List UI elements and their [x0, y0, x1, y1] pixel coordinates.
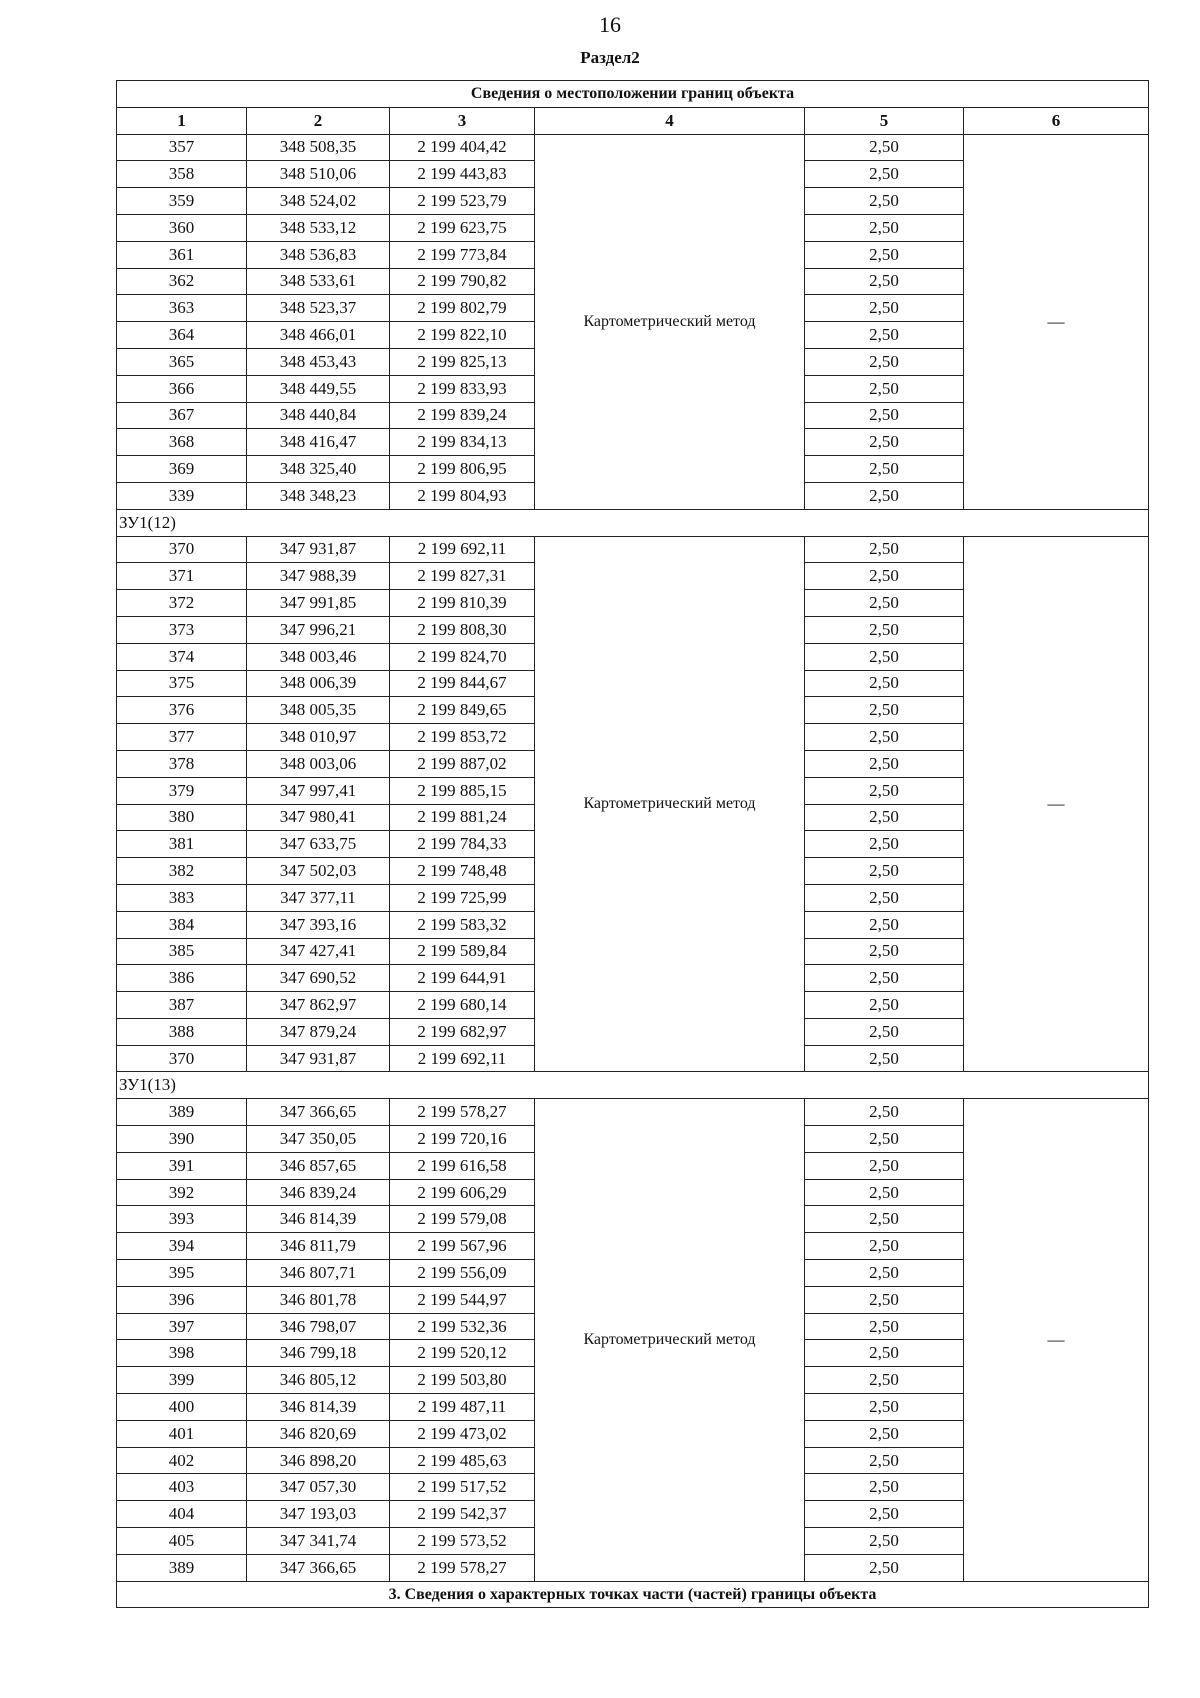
coordinate-y: 2 199 579,08 — [390, 1206, 535, 1233]
accuracy-value: 2,50 — [805, 1474, 964, 1501]
coordinate-x: 346 857,65 — [247, 1152, 390, 1179]
accuracy-value: 2,50 — [805, 241, 964, 268]
coordinate-y: 2 199 881,24 — [390, 804, 535, 831]
accuracy-value: 2,50 — [805, 1447, 964, 1474]
coordinate-y: 2 199 887,02 — [390, 750, 535, 777]
accuracy-value: 2,50 — [805, 456, 964, 483]
point-number: 389 — [117, 1554, 247, 1581]
coordinate-y: 2 199 404,42 — [390, 134, 535, 161]
coordinate-y: 2 199 578,27 — [390, 1554, 535, 1581]
coordinate-x: 347 690,52 — [247, 965, 390, 992]
accuracy-value: 2,50 — [805, 1286, 964, 1313]
point-number: 339 — [117, 482, 247, 509]
coordinate-y: 2 199 583,32 — [390, 911, 535, 938]
point-number: 383 — [117, 884, 247, 911]
coordinate-x: 346 805,12 — [247, 1367, 390, 1394]
point-number: 375 — [117, 670, 247, 697]
accuracy-value: 2,50 — [805, 375, 964, 402]
coordinate-y: 2 199 839,24 — [390, 402, 535, 429]
coordinate-y: 2 199 503,80 — [390, 1367, 535, 1394]
coordinate-y: 2 199 443,83 — [390, 161, 535, 188]
coordinate-y: 2 199 606,29 — [390, 1179, 535, 1206]
coordinate-y: 2 199 824,70 — [390, 643, 535, 670]
point-number: 357 — [117, 134, 247, 161]
column-header: 3 — [390, 107, 535, 134]
coordinate-x: 347 862,97 — [247, 992, 390, 1019]
accuracy-value: 2,50 — [805, 402, 964, 429]
coordinate-x: 348 003,46 — [247, 643, 390, 670]
accuracy-value: 2,50 — [805, 670, 964, 697]
coordinate-y: 2 199 485,63 — [390, 1447, 535, 1474]
coordinate-x: 348 453,43 — [247, 348, 390, 375]
point-number: 364 — [117, 322, 247, 349]
coordinate-x: 348 524,02 — [247, 188, 390, 215]
coordinate-y: 2 199 833,93 — [390, 375, 535, 402]
coordinate-x: 347 931,87 — [247, 536, 390, 563]
accuracy-value: 2,50 — [805, 1501, 964, 1528]
coordinate-x: 348 325,40 — [247, 456, 390, 483]
coordinate-x: 348 533,61 — [247, 268, 390, 295]
column-6-cell: — — [964, 1099, 1149, 1581]
point-number: 377 — [117, 724, 247, 751]
coordinate-x: 348 523,37 — [247, 295, 390, 322]
point-number: 392 — [117, 1179, 247, 1206]
accuracy-value: 2,50 — [805, 1554, 964, 1581]
coordinate-x: 346 898,20 — [247, 1447, 390, 1474]
method-cell: Картометрический метод — [535, 1099, 805, 1581]
coordinate-x: 347 931,87 — [247, 1045, 390, 1072]
coordinate-y: 2 199 589,84 — [390, 938, 535, 965]
column-header: 1 — [117, 107, 247, 134]
point-number: 380 — [117, 804, 247, 831]
point-number: 371 — [117, 563, 247, 590]
coordinate-y: 2 199 806,95 — [390, 456, 535, 483]
coordinate-y: 2 199 885,15 — [390, 777, 535, 804]
point-number: 390 — [117, 1126, 247, 1153]
accuracy-value: 2,50 — [805, 1528, 964, 1555]
accuracy-value: 2,50 — [805, 884, 964, 911]
accuracy-value: 2,50 — [805, 1045, 964, 1072]
column-header: 5 — [805, 107, 964, 134]
point-number: 395 — [117, 1260, 247, 1287]
coordinate-y: 2 199 825,13 — [390, 348, 535, 375]
coordinate-x: 348 508,35 — [247, 134, 390, 161]
table-header-row — [117, 107, 1149, 134]
accuracy-value: 2,50 — [805, 161, 964, 188]
coordinate-y: 2 199 720,16 — [390, 1126, 535, 1153]
coordinate-y: 2 199 773,84 — [390, 241, 535, 268]
table-title: Сведения о местоположении границ объекта — [117, 81, 1149, 108]
coordinate-y: 2 199 849,65 — [390, 697, 535, 724]
point-number: 373 — [117, 616, 247, 643]
coordinate-y: 2 199 567,96 — [390, 1233, 535, 1260]
point-number: 405 — [117, 1528, 247, 1555]
coordinate-x: 348 449,55 — [247, 375, 390, 402]
accuracy-value: 2,50 — [805, 858, 964, 885]
coordinate-x: 347 341,74 — [247, 1528, 390, 1555]
coordinate-x: 348 416,47 — [247, 429, 390, 456]
accuracy-value: 2,50 — [805, 831, 964, 858]
coordinate-y: 2 199 804,93 — [390, 482, 535, 509]
coordinate-y: 2 199 517,52 — [390, 1474, 535, 1501]
accuracy-value: 2,50 — [805, 1018, 964, 1045]
accuracy-value: 2,50 — [805, 134, 964, 161]
point-number: 387 — [117, 992, 247, 1019]
coordinate-y: 2 199 542,37 — [390, 1501, 535, 1528]
point-number: 379 — [117, 777, 247, 804]
point-number: 404 — [117, 1501, 247, 1528]
accuracy-value: 2,50 — [805, 563, 964, 590]
coordinate-y: 2 199 682,97 — [390, 1018, 535, 1045]
coordinate-y: 2 199 544,97 — [390, 1286, 535, 1313]
point-number: 389 — [117, 1099, 247, 1126]
point-number: 372 — [117, 590, 247, 617]
coordinate-x: 348 010,97 — [247, 724, 390, 751]
coordinate-y: 2 199 520,12 — [390, 1340, 535, 1367]
accuracy-value: 2,50 — [805, 1394, 964, 1421]
page-number: 16 — [599, 12, 621, 37]
coordinate-y: 2 199 748,48 — [390, 858, 535, 885]
column-header: 2 — [247, 107, 390, 134]
point-number: 401 — [117, 1420, 247, 1447]
table-row — [117, 134, 1149, 161]
point-number: 362 — [117, 268, 247, 295]
point-number: 361 — [117, 241, 247, 268]
accuracy-value: 2,50 — [805, 482, 964, 509]
point-number: 365 — [117, 348, 247, 375]
point-number: 399 — [117, 1367, 247, 1394]
coordinate-y: 2 199 556,09 — [390, 1260, 535, 1287]
point-number: 360 — [117, 214, 247, 241]
coordinate-x: 346 839,24 — [247, 1179, 390, 1206]
accuracy-value: 2,50 — [805, 348, 964, 375]
coordinate-x: 347 427,41 — [247, 938, 390, 965]
coordinate-x: 348 006,39 — [247, 670, 390, 697]
accuracy-value: 2,50 — [805, 214, 964, 241]
coordinate-y: 2 199 680,14 — [390, 992, 535, 1019]
coordinate-x: 347 879,24 — [247, 1018, 390, 1045]
accuracy-value: 2,50 — [805, 911, 964, 938]
group-label-row — [117, 509, 1149, 536]
coordinate-x: 346 801,78 — [247, 1286, 390, 1313]
table-title-row — [117, 81, 1149, 108]
accuracy-value: 2,50 — [805, 777, 964, 804]
coordinate-x: 347 057,30 — [247, 1474, 390, 1501]
point-number: 398 — [117, 1340, 247, 1367]
point-number: 393 — [117, 1206, 247, 1233]
point-number: 370 — [117, 1045, 247, 1072]
coordinate-x: 347 377,11 — [247, 884, 390, 911]
coordinate-y: 2 199 725,99 — [390, 884, 535, 911]
coordinate-y: 2 199 616,58 — [390, 1152, 535, 1179]
point-number: 397 — [117, 1313, 247, 1340]
accuracy-value: 2,50 — [805, 1340, 964, 1367]
table-footer: 3. Сведения о характерных точках части (частей) границы объекта — [117, 1581, 1149, 1608]
accuracy-value: 2,50 — [805, 188, 964, 215]
accuracy-value: 2,50 — [805, 1099, 964, 1126]
coordinate-x: 347 980,41 — [247, 804, 390, 831]
accuracy-value: 2,50 — [805, 938, 964, 965]
point-number: 394 — [117, 1233, 247, 1260]
column-6-cell: — — [964, 134, 1149, 509]
accuracy-value: 2,50 — [805, 965, 964, 992]
coordinate-x: 348 440,84 — [247, 402, 390, 429]
accuracy-value: 2,50 — [805, 429, 964, 456]
accuracy-value: 2,50 — [805, 724, 964, 751]
accuracy-value: 2,50 — [805, 1233, 964, 1260]
point-number: 384 — [117, 911, 247, 938]
coordinate-y: 2 199 578,27 — [390, 1099, 535, 1126]
column-header: 6 — [964, 107, 1149, 134]
table-row — [117, 1099, 1149, 1126]
coordinates-table — [116, 80, 1149, 1608]
coordinate-y: 2 199 692,11 — [390, 536, 535, 563]
coordinate-x: 348 466,01 — [247, 322, 390, 349]
coordinate-y: 2 199 827,31 — [390, 563, 535, 590]
coordinate-y: 2 199 790,82 — [390, 268, 535, 295]
coordinate-x: 347 366,65 — [247, 1099, 390, 1126]
table-row — [117, 536, 1149, 563]
accuracy-value: 2,50 — [805, 1260, 964, 1287]
table-footer-row — [117, 1581, 1149, 1608]
coordinate-y: 2 199 573,52 — [390, 1528, 535, 1555]
point-number: 403 — [117, 1474, 247, 1501]
point-number: 396 — [117, 1286, 247, 1313]
point-number: 386 — [117, 965, 247, 992]
group-label-row — [117, 1072, 1149, 1099]
coordinate-x: 347 350,05 — [247, 1126, 390, 1153]
coordinate-y: 2 199 834,13 — [390, 429, 535, 456]
accuracy-value: 2,50 — [805, 536, 964, 563]
coordinate-x: 347 996,21 — [247, 616, 390, 643]
accuracy-value: 2,50 — [805, 1152, 964, 1179]
accuracy-value: 2,50 — [805, 643, 964, 670]
coordinate-y: 2 199 822,10 — [390, 322, 535, 349]
accuracy-value: 2,50 — [805, 750, 964, 777]
accuracy-value: 2,50 — [805, 697, 964, 724]
coordinate-y: 2 199 532,36 — [390, 1313, 535, 1340]
accuracy-value: 2,50 — [805, 1206, 964, 1233]
point-number: 359 — [117, 188, 247, 215]
coordinate-x: 348 348,23 — [247, 482, 390, 509]
accuracy-value: 2,50 — [805, 590, 964, 617]
column-6-cell: — — [964, 536, 1149, 1072]
coordinate-y: 2 199 810,39 — [390, 590, 535, 617]
group-label: ЗУ1(13) — [117, 1072, 1149, 1099]
section-title: Раздел2 — [580, 48, 640, 67]
point-number: 368 — [117, 429, 247, 456]
method-cell: Картометрический метод — [535, 134, 805, 509]
coordinate-y: 2 199 623,75 — [390, 214, 535, 241]
accuracy-value: 2,50 — [805, 616, 964, 643]
point-number: 369 — [117, 456, 247, 483]
coordinate-x: 346 799,18 — [247, 1340, 390, 1367]
coordinate-x: 348 533,12 — [247, 214, 390, 241]
point-number: 381 — [117, 831, 247, 858]
coordinate-x: 347 991,85 — [247, 590, 390, 617]
coordinate-y: 2 199 853,72 — [390, 724, 535, 751]
method-cell: Картометрический метод — [535, 536, 805, 1072]
coordinate-y: 2 199 487,11 — [390, 1394, 535, 1421]
accuracy-value: 2,50 — [805, 1179, 964, 1206]
coordinate-x: 347 366,65 — [247, 1554, 390, 1581]
point-number: 385 — [117, 938, 247, 965]
accuracy-value: 2,50 — [805, 1313, 964, 1340]
coordinate-x: 348 005,35 — [247, 697, 390, 724]
point-number: 376 — [117, 697, 247, 724]
coordinate-x: 348 510,06 — [247, 161, 390, 188]
point-number: 367 — [117, 402, 247, 429]
coordinate-x: 346 814,39 — [247, 1394, 390, 1421]
coordinate-y: 2 199 473,02 — [390, 1420, 535, 1447]
point-number: 388 — [117, 1018, 247, 1045]
coordinate-x: 347 997,41 — [247, 777, 390, 804]
coordinate-x: 347 502,03 — [247, 858, 390, 885]
coordinate-y: 2 199 644,91 — [390, 965, 535, 992]
accuracy-value: 2,50 — [805, 1126, 964, 1153]
coordinate-x: 347 988,39 — [247, 563, 390, 590]
coordinate-x: 346 820,69 — [247, 1420, 390, 1447]
coordinate-x: 347 633,75 — [247, 831, 390, 858]
point-number: 378 — [117, 750, 247, 777]
coordinate-x: 346 814,39 — [247, 1206, 390, 1233]
coordinate-x: 347 193,03 — [247, 1501, 390, 1528]
point-number: 391 — [117, 1152, 247, 1179]
group-label: ЗУ1(12) — [117, 509, 1149, 536]
coordinate-x: 347 393,16 — [247, 911, 390, 938]
point-number: 366 — [117, 375, 247, 402]
coordinate-x: 346 807,71 — [247, 1260, 390, 1287]
accuracy-value: 2,50 — [805, 295, 964, 322]
coordinate-y: 2 199 802,79 — [390, 295, 535, 322]
accuracy-value: 2,50 — [805, 1420, 964, 1447]
point-number: 370 — [117, 536, 247, 563]
coordinate-x: 346 798,07 — [247, 1313, 390, 1340]
coordinate-x: 348 003,06 — [247, 750, 390, 777]
coordinate-y: 2 199 844,67 — [390, 670, 535, 697]
accuracy-value: 2,50 — [805, 992, 964, 1019]
accuracy-value: 2,50 — [805, 804, 964, 831]
point-number: 382 — [117, 858, 247, 885]
point-number: 400 — [117, 1394, 247, 1421]
column-header: 4 — [535, 107, 805, 134]
accuracy-value: 2,50 — [805, 268, 964, 295]
coordinate-x: 346 811,79 — [247, 1233, 390, 1260]
point-number: 402 — [117, 1447, 247, 1474]
point-number: 374 — [117, 643, 247, 670]
coordinate-y: 2 199 692,11 — [390, 1045, 535, 1072]
accuracy-value: 2,50 — [805, 322, 964, 349]
coordinate-y: 2 199 808,30 — [390, 616, 535, 643]
coordinate-x: 348 536,83 — [247, 241, 390, 268]
point-number: 358 — [117, 161, 247, 188]
coordinate-y: 2 199 784,33 — [390, 831, 535, 858]
accuracy-value: 2,50 — [805, 1367, 964, 1394]
coordinate-y: 2 199 523,79 — [390, 188, 535, 215]
point-number: 363 — [117, 295, 247, 322]
